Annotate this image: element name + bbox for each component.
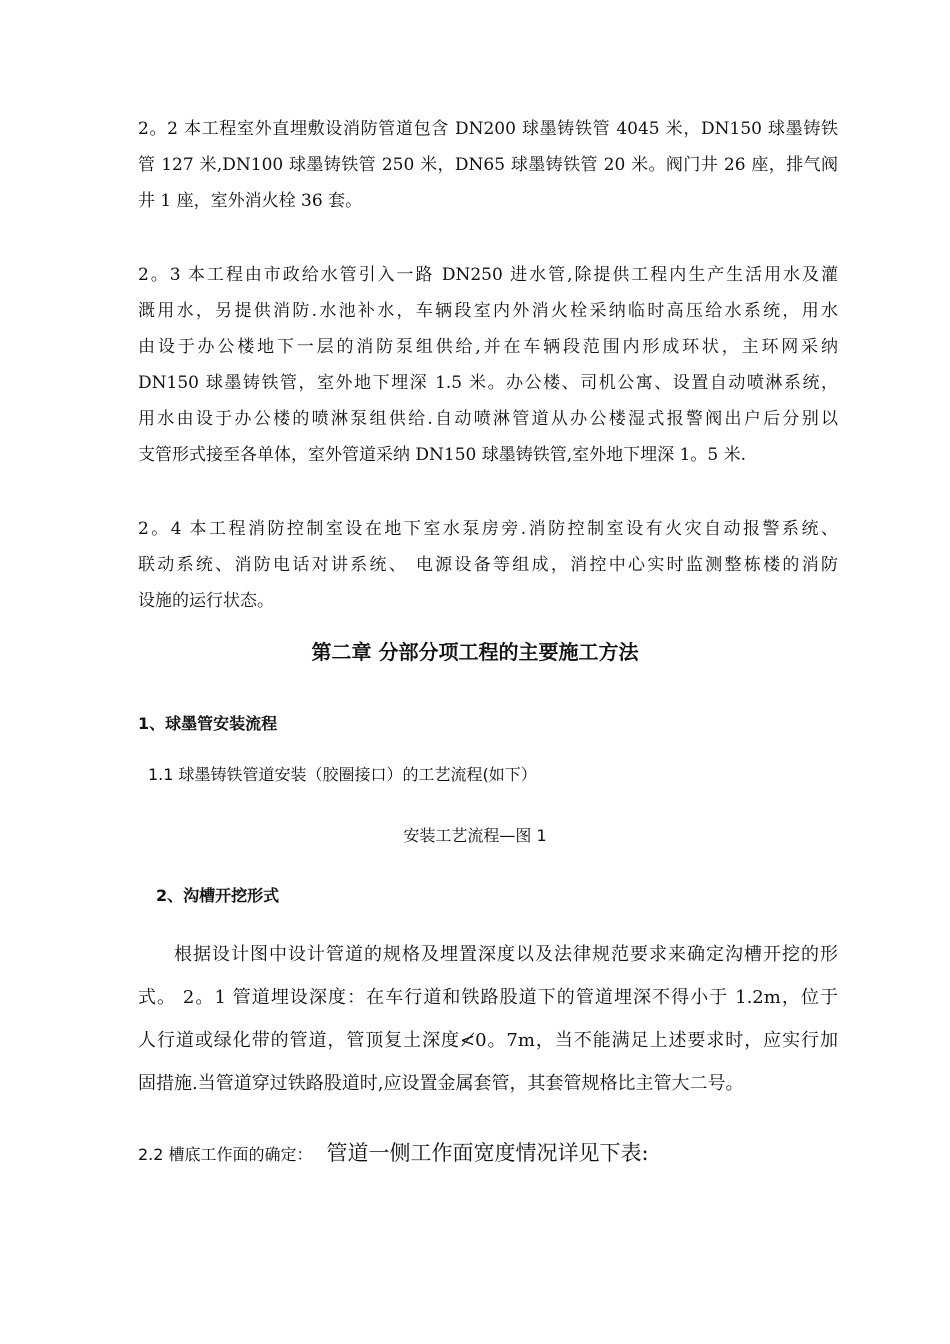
text-line: 2。4 本工程消防控制室设在地下室水泵房旁.消防控制室设有火灾自动报警系统、 [138, 519, 838, 539]
paragraph-2-2 [138, 111, 838, 219]
text-line: 井 1 座，室外消火栓 36 套。 [138, 191, 363, 211]
section-heading-1: 1、球墨管安装流程 [138, 714, 278, 733]
chapter-title: 第二章 分部分项工程的主要施工方法 [311, 640, 639, 664]
text-line: 式。 2。1 管道埋设深度：在车行道和铁路股道下的管道埋深不得小于 1.2m，位于 [138, 987, 838, 1008]
text-line: 2。2 本工程室外直埋敷设消防管道包含 DN200 球墨铸铁管 4045 米，DN150 球墨铸铁 [138, 119, 838, 139]
figure-caption: 安装工艺流程—图 1 [403, 826, 547, 845]
subsection-label: 2.2 槽底工作面的确定： [138, 1145, 313, 1164]
text-line: 固措施.当管道穿过铁路股道时,应设置金属套管，其套管规格比主管大二号。 [138, 1073, 744, 1094]
paragraph-2-2-work-surface [138, 1137, 649, 1167]
text-line: 2。3 本工程由市政给水管引入一路 DN250 进水管,除提供工程内生产生活用水及灌 [138, 265, 838, 285]
text-line: 根据设计图中设计管道的规格及埋置深度以及法律规范要求来确定沟槽开挖的形 [174, 944, 838, 965]
text-line: 人行道或绿化带的管道，管顶复土深度≮0。7m，当不能满足上述要求时，应实行加 [138, 1030, 838, 1051]
text-line: DN150 球墨铸铁管，室外地下埋深 1.5 米。办公楼、司机公寓、设置自动喷淋系统， [138, 373, 838, 393]
text-line: 联动系统、消防电话对讲系统、 电源设备等组成，消控中心实时监测整栋楼的消防 [138, 555, 838, 575]
text-line: 溉用水，另提供消防.水池补水，车辆段室内外消火栓采纳临时高压给水系统，用水 [138, 301, 838, 321]
paragraph-2-3 [138, 257, 838, 473]
subsection-1-1: 1.1 球墨铸铁管道安装（胶圈接口）的工艺流程(如下） [148, 765, 537, 784]
text-line: 由设于办公楼地下一层的消防泵组供给,并在车辆段范围内形成环状，主环网采纳 [138, 337, 838, 357]
text-line: 支管形式接至各单体，室外管道采纳 DN150 球墨铸铁管,室外地下埋深 1。5 米. [138, 445, 747, 465]
text-line: 设施的运行状态。 [138, 591, 274, 611]
section-heading-2: 2、沟槽开挖形式 [156, 886, 280, 905]
text-line: 用水由设于办公楼的喷淋泵组供给.自动喷淋管道从办公楼湿式报警阀出户后分别以 [138, 409, 838, 429]
text-line: 管 127 米,DN100 球墨铸铁管 250 米，DN65 球墨铸铁管 20 米。阀门井 26 座，排气阀 [138, 155, 838, 175]
text-line: 管道一侧工作面宽度情况详见下表: [326, 1141, 649, 1165]
paragraph-trench [138, 933, 838, 1105]
paragraph-2-4 [138, 511, 838, 619]
